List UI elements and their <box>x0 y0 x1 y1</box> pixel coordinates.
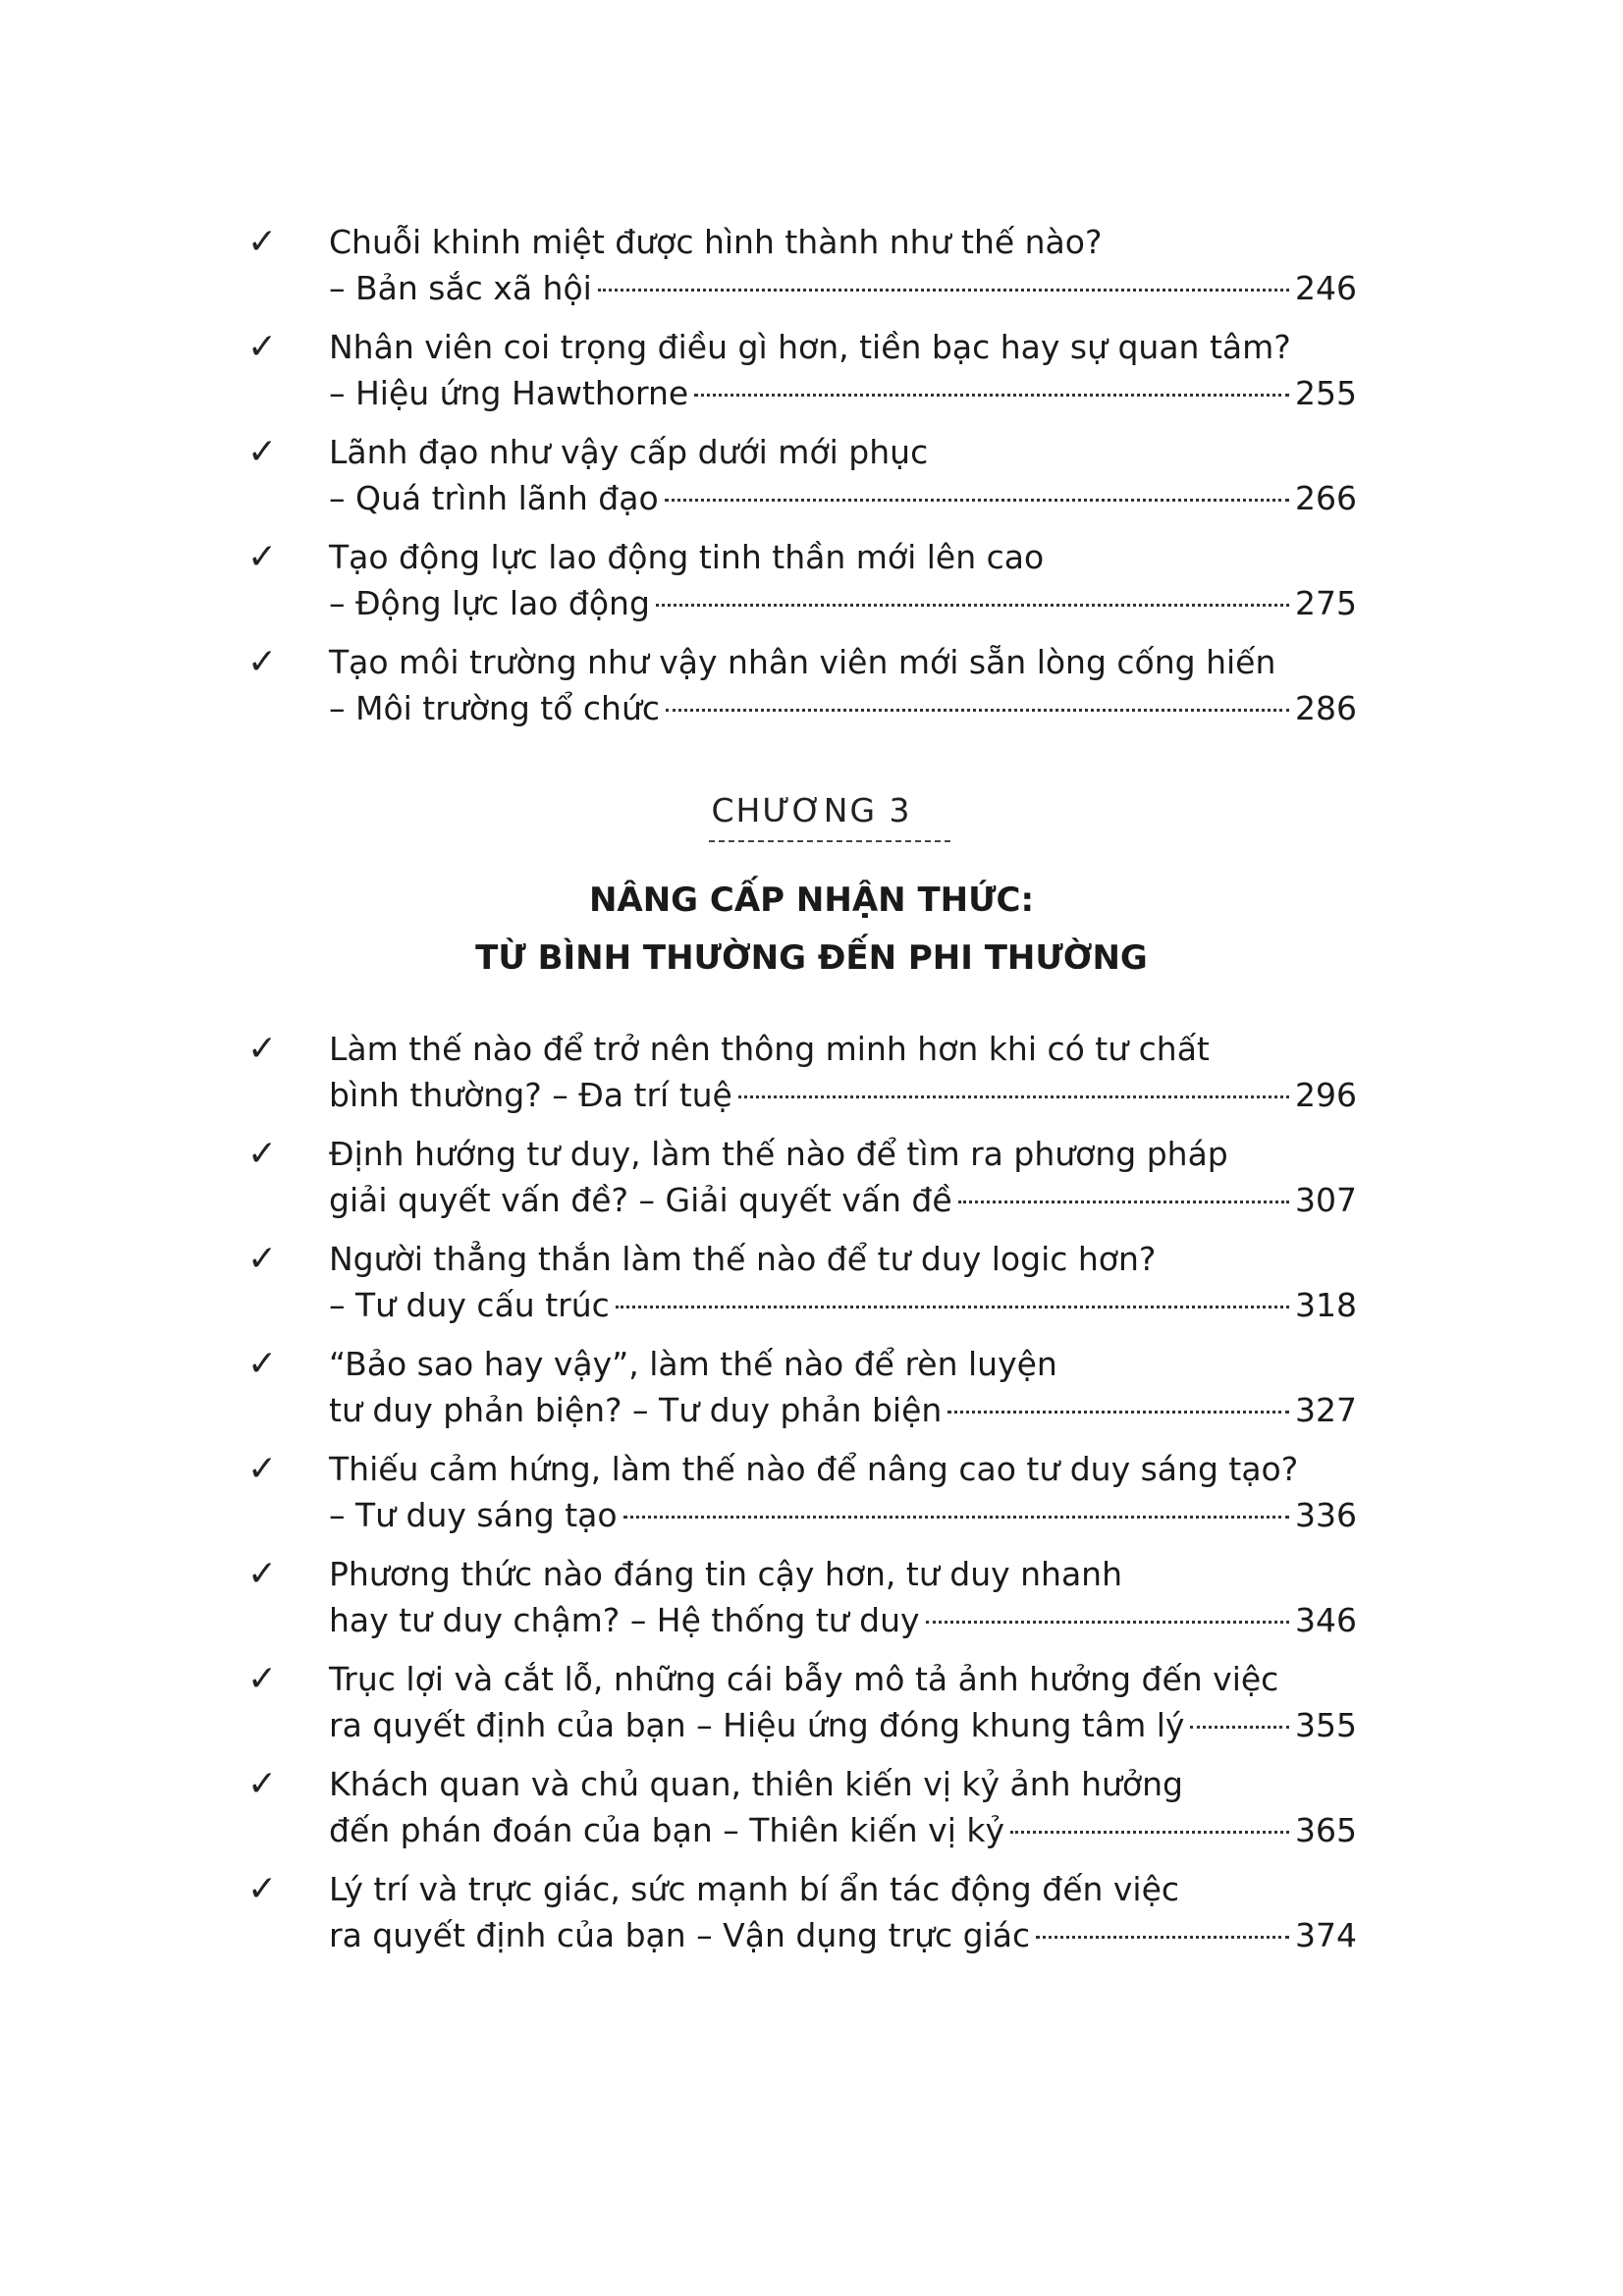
check-icon: ✓ <box>247 327 278 367</box>
toc-entry <box>247 1443 1357 1548</box>
entry-subtitle: – Quá trình lãnh đạo <box>329 479 659 517</box>
toc-entry <box>247 1023 1357 1128</box>
entry-title: “Bảo sao hay vậy”, làm thế nào để rèn luyện <box>329 1345 1057 1383</box>
toc-entry <box>247 1863 1357 1968</box>
page-number: 286 <box>1295 689 1357 727</box>
check-icon: ✓ <box>247 1659 278 1699</box>
entry-subtitle: – Bản sắc xã hội <box>329 269 592 307</box>
dot-leader <box>1190 1726 1289 1729</box>
entry-title: Lý trí và trực giác, sức mạnh bí ẩn tác động đến việc <box>329 1870 1180 1908</box>
entry-title: Tạo động lực lao động tinh thần mới lên cao <box>329 538 1045 576</box>
check-icon: ✓ <box>247 1239 278 1279</box>
toc-entry <box>247 531 1357 636</box>
toc-entry <box>247 1758 1357 1863</box>
page-number: 365 <box>1295 1811 1357 1849</box>
toc-entry <box>247 216 1357 321</box>
check-icon: ✓ <box>247 537 278 577</box>
check-icon: ✓ <box>247 1029 278 1069</box>
chapter-label: CHƯƠNG 3 <box>711 791 912 829</box>
toc-list-section-two <box>247 1023 1357 1968</box>
dot-leader <box>694 394 1289 397</box>
toc-entry <box>247 636 1357 741</box>
toc-entry <box>247 1548 1357 1653</box>
page-number: 355 <box>1295 1706 1357 1744</box>
dot-leader <box>947 1411 1289 1414</box>
entry-subtitle: – Hiệu ứng Hawthorne <box>329 374 689 412</box>
page-number: 266 <box>1295 479 1357 517</box>
page-number: 327 <box>1295 1391 1357 1429</box>
entry-title: Thiếu cảm hứng, làm thế nào để nâng cao tư duy sáng tạo? <box>329 1450 1299 1488</box>
dot-leader <box>616 1306 1289 1308</box>
entry-subtitle: đến phán đoán của bạn – Thiên kiến vị kỷ <box>329 1811 1005 1849</box>
dot-leader <box>1010 1831 1289 1834</box>
entry-subtitle: hay tư duy chậm? – Hệ thống tư duy <box>329 1601 920 1639</box>
page-number: 307 <box>1295 1181 1357 1219</box>
entry-title: Trục lợi và cắt lỗ, những cái bẫy mô tả ảnh hưởng đến việc <box>329 1660 1279 1698</box>
entry-title: Nhân viên coi trọng điều gì hơn, tiền bạc hay sự quan tâm? <box>329 328 1291 366</box>
toc-entry <box>247 1653 1357 1758</box>
check-icon: ✓ <box>247 1344 278 1384</box>
check-icon: ✓ <box>247 642 278 682</box>
check-icon: ✓ <box>247 1764 278 1804</box>
dot-leader <box>1036 1936 1289 1939</box>
entry-subtitle: – Môi trường tổ chức <box>329 689 661 727</box>
entry-subtitle: – Tư duy cấu trúc <box>329 1286 610 1324</box>
page-number: 336 <box>1295 1496 1357 1534</box>
dot-leader <box>665 499 1289 502</box>
entry-subtitle: – Động lực lao động <box>329 584 650 622</box>
entry-title: Lãnh đạo như vậy cấp dưới mới phục <box>329 433 929 471</box>
page-number: 296 <box>1295 1076 1357 1114</box>
page-number: 275 <box>1295 584 1357 622</box>
entry-title: Chuỗi khinh miệt được hình thành như thế nào? <box>329 223 1103 261</box>
chapter-divider <box>709 840 950 842</box>
dot-leader <box>656 604 1289 607</box>
entry-title: Khách quan và chủ quan, thiên kiến vị kỷ ảnh hưởng <box>329 1765 1183 1803</box>
entry-title: Định hướng tư duy, làm thế nào để tìm ra phương pháp <box>329 1135 1228 1173</box>
toc-entry <box>247 426 1357 531</box>
toc-entry <box>247 1338 1357 1443</box>
page-number: 374 <box>1295 1916 1357 1954</box>
toc-entry <box>247 1233 1357 1338</box>
check-icon: ✓ <box>247 1449 278 1489</box>
page-number: 346 <box>1295 1601 1357 1639</box>
entry-title: Người thẳng thắn làm thế nào để tư duy logic hơn? <box>329 1240 1157 1278</box>
entry-subtitle: giải quyết vấn đề? – Giải quyết vấn đề <box>329 1181 952 1219</box>
toc-entry <box>247 1128 1357 1233</box>
dot-leader <box>738 1095 1289 1098</box>
chapter-title-line-1: NÂNG CẤP NHẬN THỨC: <box>588 881 1035 920</box>
chapter-title-line-2: TỪ BÌNH THƯỜNG ĐẾN PHI THƯỜNG <box>475 938 1148 978</box>
dot-leader <box>623 1516 1289 1519</box>
entry-subtitle: bình thường? – Đa trí tuệ <box>329 1076 732 1114</box>
check-icon: ✓ <box>247 432 278 472</box>
entry-subtitle: ra quyết định của bạn – Vận dụng trực giác <box>329 1916 1031 1954</box>
toc-list-section-one <box>247 216 1357 741</box>
dot-leader <box>598 289 1289 292</box>
entry-title: Làm thế nào để trở nên thông minh hơn khi có tư chất <box>329 1030 1210 1068</box>
entry-title: Tạo môi trường như vậy nhân viên mới sẵn lòng cống hiến <box>329 643 1276 681</box>
check-icon: ✓ <box>247 1869 278 1909</box>
check-icon: ✓ <box>247 1134 278 1174</box>
check-icon: ✓ <box>247 222 278 262</box>
entry-subtitle: ra quyết định của bạn – Hiệu ứng đóng khung tâm lý <box>329 1706 1185 1744</box>
dot-leader <box>958 1201 1289 1203</box>
dot-leader <box>926 1621 1289 1624</box>
page-number: 318 <box>1295 1286 1357 1324</box>
entry-subtitle: – Tư duy sáng tạo <box>329 1496 618 1534</box>
check-icon: ✓ <box>247 1554 278 1594</box>
entry-title: Phương thức nào đáng tin cậy hơn, tư duy nhanh <box>329 1555 1123 1593</box>
page-number: 246 <box>1295 269 1357 307</box>
toc-entry <box>247 321 1357 426</box>
entry-subtitle: tư duy phản biện? – Tư duy phản biện <box>329 1391 943 1429</box>
dot-leader <box>666 709 1289 712</box>
page-number: 255 <box>1295 374 1357 412</box>
